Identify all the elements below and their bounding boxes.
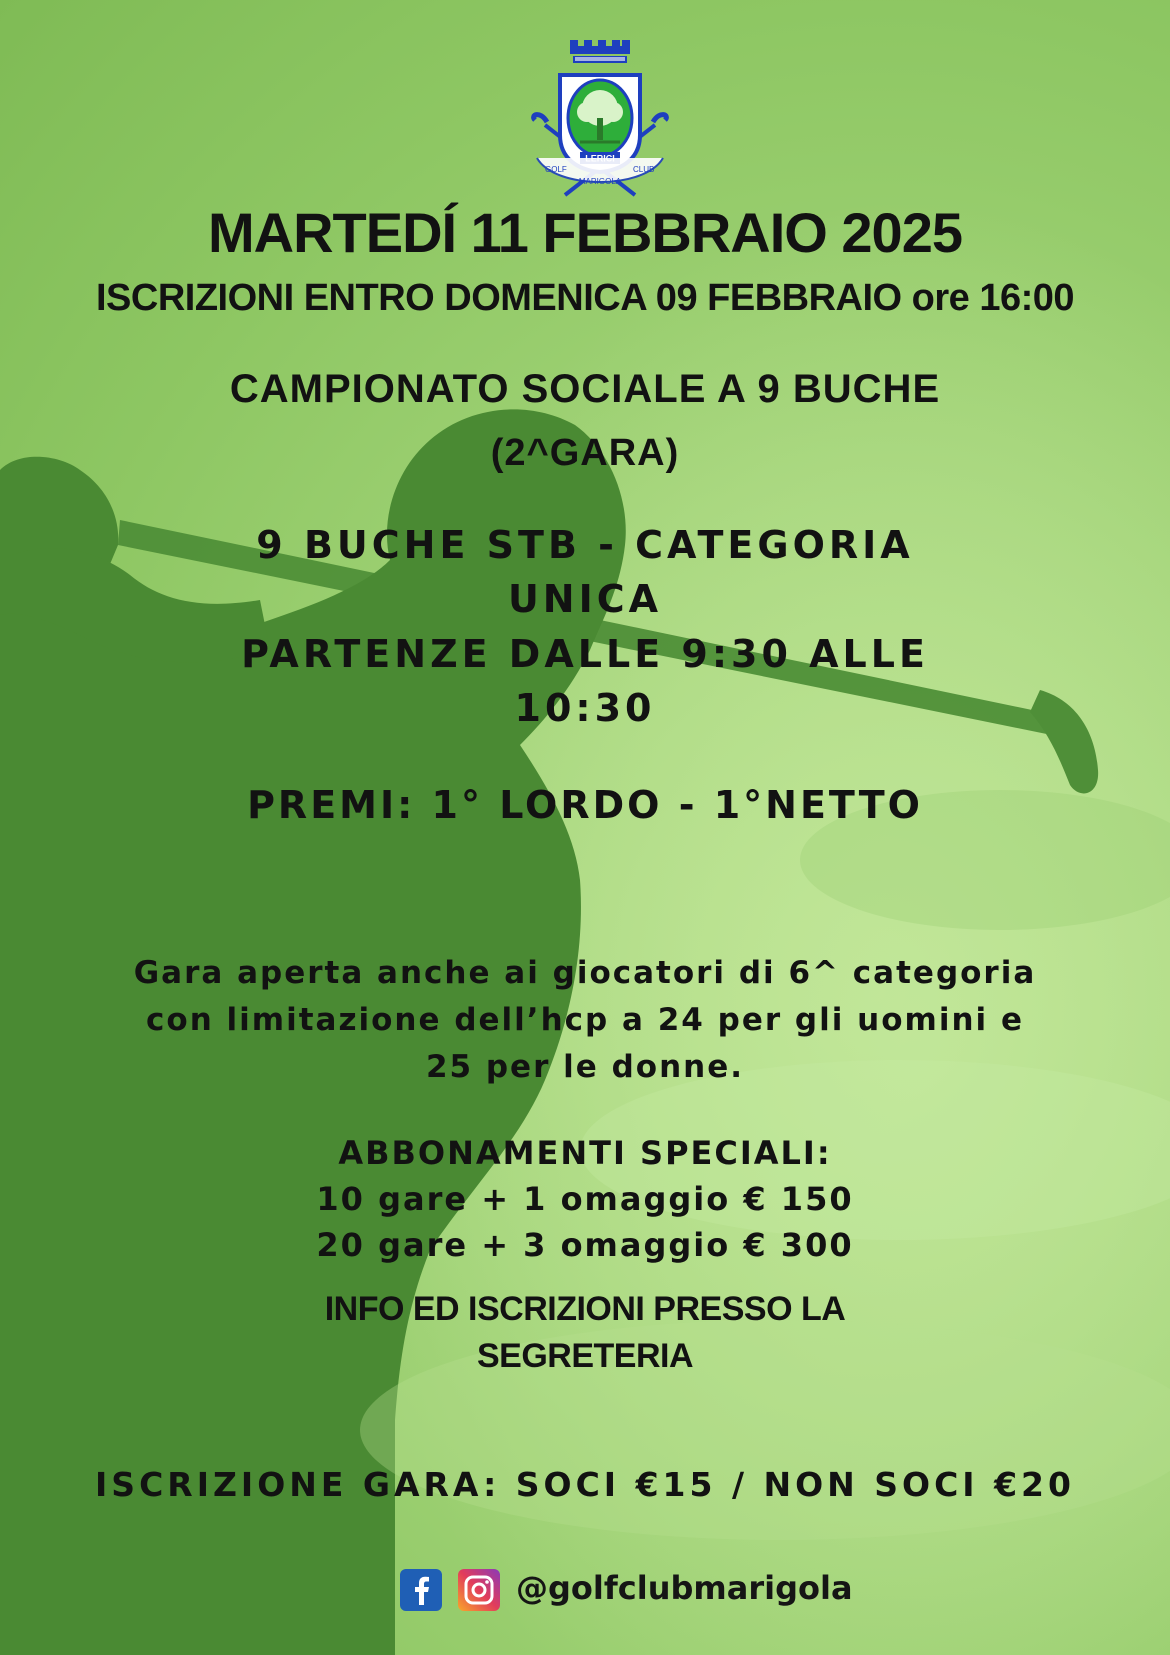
registration-deadline: ISCRIZIONI ENTRO DOMENICA 09 FEBBRAIO ore 16:00 bbox=[95, 277, 1075, 319]
info-line-1: INFO ED ISCRIZIONI PRESSO LA bbox=[324, 1290, 846, 1328]
crown-icon bbox=[570, 40, 630, 63]
info-line-2: SEGRETERIA bbox=[476, 1337, 694, 1375]
open-line-3: 25 per le donne. bbox=[425, 1049, 745, 1085]
instagram-icon[interactable] bbox=[458, 1569, 500, 1611]
subscription-offer-2: 20 gare + 3 omaggio € 300 bbox=[316, 1226, 854, 1264]
open-line-2: con limitazione dell’hcp a 24 per gli uomini e bbox=[146, 1002, 1024, 1038]
prizes: PREMI: 1° LORDO - 1°NETTO bbox=[247, 783, 923, 827]
championship-title: CAMPIONATO SOCIALE A 9 BUCHE bbox=[229, 367, 941, 411]
format-line-1: 9 BUCHE STB - CATEGORIA bbox=[256, 523, 914, 567]
entry-fee: ISCRIZIONE GARA: SOCI €15 / NON SOCI €20 bbox=[95, 1465, 1075, 1504]
subscription-offer-1: 10 gare + 1 omaggio € 150 bbox=[316, 1180, 854, 1218]
golf-club-logo bbox=[525, 40, 675, 200]
start-time-line-1: PARTENZE DALLE 9:30 ALLE bbox=[241, 632, 929, 676]
facebook-icon[interactable] bbox=[400, 1569, 442, 1611]
format-line-2: UNICA bbox=[507, 577, 663, 621]
open-line-1: Gara aperta anche ai giocatori di 6^ categoria bbox=[133, 955, 1037, 991]
race-number: (2^GARA) bbox=[490, 432, 680, 474]
social-footer bbox=[400, 1565, 920, 1615]
logo-ring-left: GOLF bbox=[545, 165, 567, 174]
event-date: MARTEDÍ 11 FEBBRAIO 2025 bbox=[208, 201, 962, 264]
subscriptions-title: ABBONAMENTI SPECIALI: bbox=[338, 1134, 832, 1172]
social-handle[interactable]: @golfclubmarigola bbox=[516, 1569, 853, 1607]
logo-ring-right: CLUB bbox=[633, 165, 655, 174]
logo-ring-bottom: MARIGOLA bbox=[578, 177, 622, 186]
start-time-line-2: 10:30 bbox=[514, 686, 656, 730]
